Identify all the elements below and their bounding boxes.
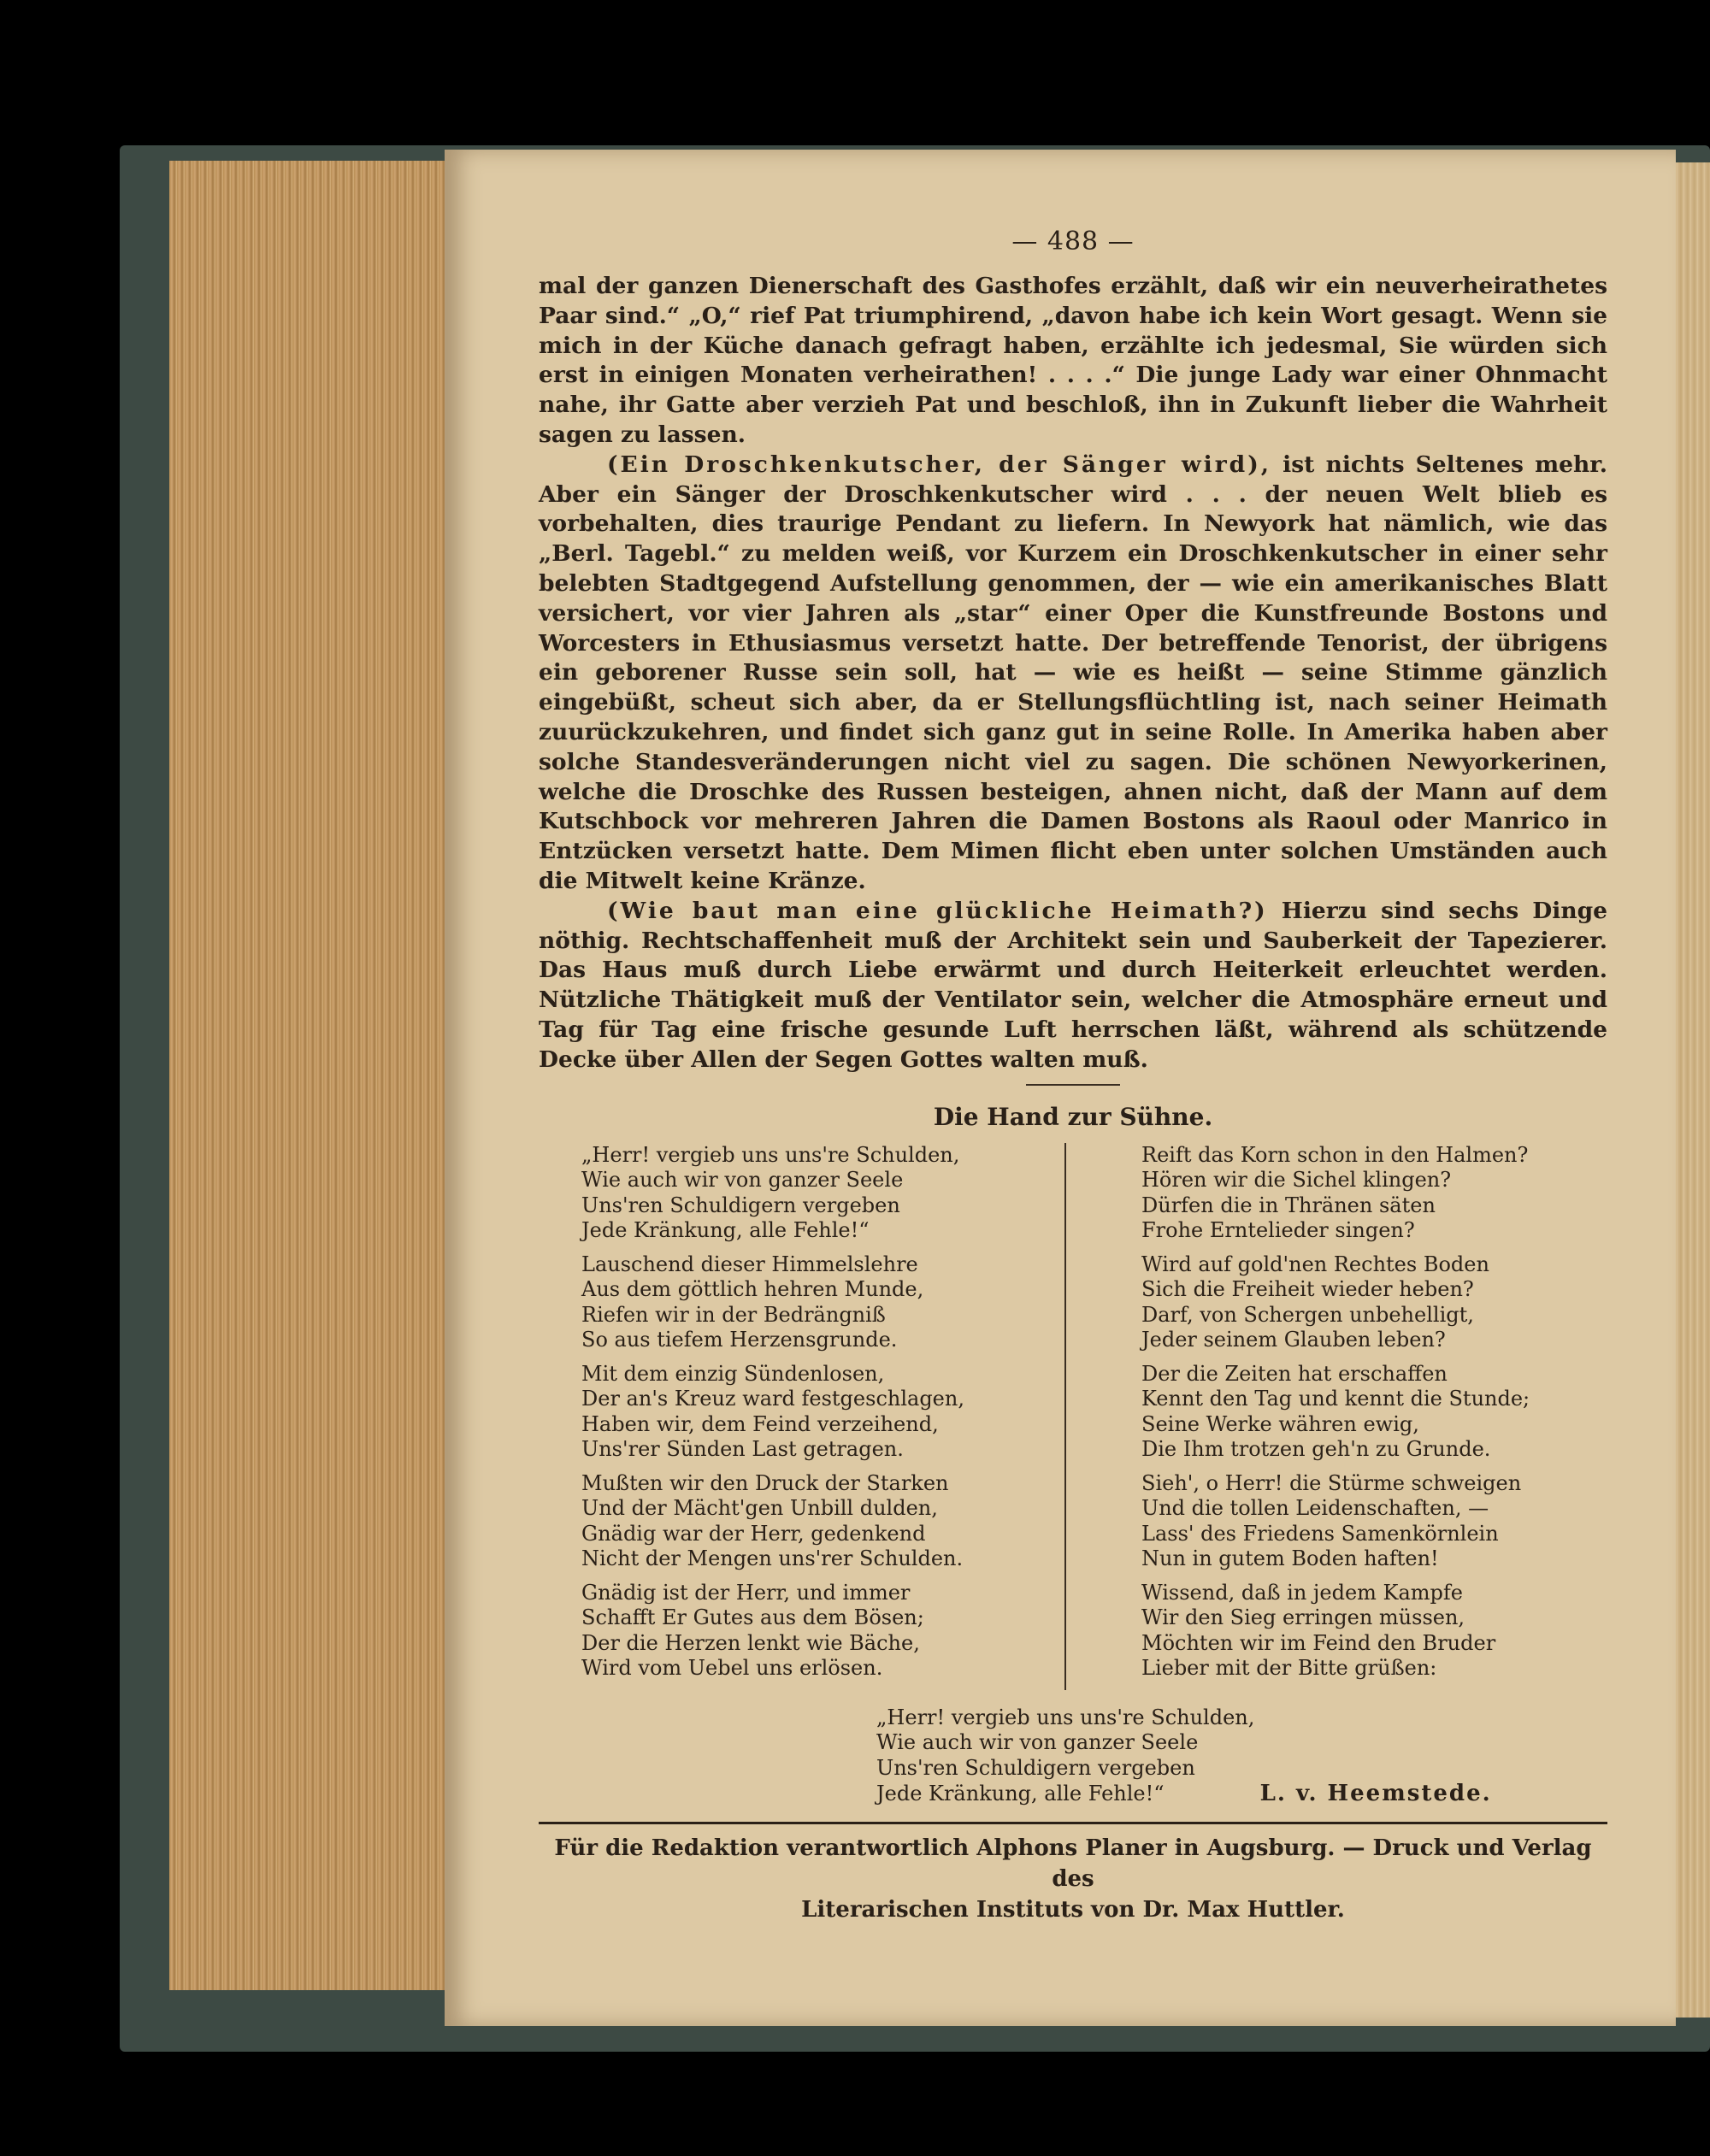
paragraph-3-body: Hierzu sind sechs Dinge nöthig. Rechtschaffenheit muß der Architekt sein und Sauberkeit der Tapezierer. Das Haus muß durch Liebe erwärmt und durch Heiterkeit erleuchtet werden. Nützliche Thätigkeit muß der Ventilator sein, welcher die Atmosphäre erneut und Tag für Tag eine frische gesunde Luft herrschen läßt, während als schützende Decke über Allen der Segen Gottes walten muß. — [539, 897, 1607, 1073]
poem-line: Frohe Erntelieder singen? — [1141, 1218, 1415, 1243]
poem-line: Lass' des Friedens Samenkörnlein — [1141, 1521, 1499, 1546]
poem-right-column — [1073, 1143, 1607, 1690]
paragraph-3 — [539, 897, 1607, 1075]
poem-line: Lauschend dieser Himmelslehre — [581, 1252, 918, 1276]
poem-line: Schafft Er Gutes aus dem Bösen; — [581, 1605, 924, 1630]
poem-line: Lieber mit der Bitte grüßen: — [1141, 1656, 1437, 1681]
closing-line: Jede Kränkung, alle Fehle!“ — [876, 1781, 1165, 1806]
poem-line: Hören wir die Sichel klingen? — [1141, 1168, 1452, 1193]
poem-line: Reift das Korn schon in den Halmen? — [1141, 1142, 1529, 1167]
poem-line: Der die Zeiten hat erschaffen — [1141, 1361, 1448, 1386]
poem-line: Uns'rer Sünden Last getragen. — [581, 1437, 904, 1462]
poem-stanza — [581, 1581, 1073, 1682]
poem-line: Und der Mächt'gen Unbill dulden, — [581, 1496, 938, 1521]
poem-stanza — [581, 1362, 1073, 1463]
closing-line: Wie auch wir von ganzer Seele — [876, 1730, 1199, 1755]
poem-line: Wir den Sieg erringen müssen, — [1141, 1605, 1465, 1630]
poem-line: Darf, von Schergen unbehelligt, — [1141, 1302, 1474, 1327]
page-number: — 488 — — [1011, 227, 1135, 256]
poem-line: Wird auf gold'nen Rechtes Boden — [1141, 1252, 1489, 1276]
poem-line: Jede Kränkung, alle Fehle!“ — [581, 1218, 870, 1243]
closing-last-row — [876, 1781, 1607, 1806]
imprint-line-2: Literarischen Instituts von Dr. Max Huttler. — [801, 1897, 1345, 1923]
poem-line: Und die tollen Leidenschaften, — — [1141, 1496, 1489, 1521]
poem-line: Gnädig ist der Herr, und immer — [581, 1580, 911, 1605]
poem-closing-stanza — [876, 1705, 1607, 1807]
poem-line: Wissend, daß in jedem Kampfe — [1141, 1580, 1463, 1605]
poem-line: Der die Herzen lenkt wie Bäche, — [581, 1630, 920, 1655]
poem-stanza — [1141, 1143, 1607, 1244]
poem-line: Kennt den Tag und kennt die Stunde; — [1141, 1387, 1530, 1411]
poem-left-column — [539, 1143, 1073, 1690]
paragraph-2-heading: (Ein Droschkenkutscher, der Sänger wird), — [607, 451, 1271, 478]
poem-stanza — [1141, 1471, 1607, 1572]
poem-line: Sieh', o Herr! die Stürme schweigen — [1141, 1470, 1522, 1495]
page-content — [539, 227, 1607, 1925]
closing-line: „Herr! vergieb uns uns're Schulden, — [876, 1705, 1255, 1729]
paragraph-2-body: ist nichts Seltenes mehr. Aber ein Sänger der Droschkenkutscher wird . . . der neuen Welt blieb es vorbehalten, dies traurige Pendant zu liefern. In Newyork hat nämlich, wie das „Berl. Tagebl.“ zu melden weiß, vor Kurzem ein Droschkenkutscher in einer sehr belebten Stadtgegend Aufstellung genommen, der — wie ein amerikanisches Blatt versichert, vor vier Jahren als „star“ einer Oper die Kunstfreunde Bostons und Worcesters in Ethusiasmus versetzt hatte. Der betreffende Tenorist, der übrigens ein geborener Russe sein soll, hat — wie es heißt — seine Stimme gänzlich eingebüßt, scheut sich aber, da er Stellungsflüchtling ist, nach seiner Heimath zuurückzukehren, und findet sich ganz gut in seine Rolle. In Amerika haben aber solche Standesveränderungen nicht viel zu sagen. Die schönen Newyorkerinen, welche die Droschke des Russen besteigen, ahnen nicht, daß der Mann auf dem Kutschbock vor mehreren Jahren die Damen Bostons als Raoul oder Manrico in Entzücken versetzt hatte. Dem Mimen flicht eben unter solchen Umständen auch die Mitwelt keine Kränze. — [539, 451, 1607, 894]
poem-line: Aus dem göttlich hehren Munde, — [581, 1277, 924, 1302]
poem-stanza — [581, 1471, 1073, 1572]
poem-line: Nicht der Mengen uns'rer Schulden. — [581, 1546, 964, 1571]
imprint — [539, 1833, 1607, 1925]
section-divider — [1026, 1084, 1120, 1086]
poem-line: „Herr! vergieb uns uns're Schulden, — [581, 1142, 960, 1167]
poem-stanza — [581, 1143, 1073, 1244]
poem-line: Riefen wir in der Bedrängniß — [581, 1302, 886, 1327]
poem-stanza — [581, 1252, 1073, 1353]
poem-line: Uns'ren Schuldigern vergeben — [581, 1193, 900, 1217]
poem-columns — [539, 1143, 1607, 1690]
poem-line: Jeder seinem Glauben leben? — [1141, 1328, 1446, 1352]
poem-stanza — [1141, 1252, 1607, 1353]
poem-line: Haben wir, dem Feind verzeihend, — [581, 1411, 939, 1436]
paragraph-1: mal der ganzen Dienerschaft des Gasthofes erzählt, daß wir ein neuverheirathetes Paar sind.“ „O,“ rief Pat triumphirend, „davon habe ich kein Wort gesagt. Wenn sie mich in der Küche danach gefragt haben, erzählte ich jedesmal, Sie würden sich erst in einigen Monaten verheirathen! . . . .“ Die junge Lady war einer Ohnmacht nahe, ihr Gatte aber verzieh Pat und beschloß, ihn in Zukunft lieber die Wahrheit sagen zu lassen. — [539, 273, 1607, 448]
column-divider — [1064, 1143, 1066, 1690]
prose-section — [539, 272, 1607, 1075]
closing-line: Uns'ren Schuldigern vergeben — [876, 1755, 1195, 1780]
poem-author: L. v. Heemstede. — [1259, 1781, 1492, 1807]
poem-stanza — [1141, 1581, 1607, 1682]
poem-title: Die Hand zur Sühne. — [933, 1102, 1213, 1131]
poem-line: Möchten wir im Feind den Bruder — [1141, 1630, 1496, 1655]
poem-line: So aus tiefem Herzensgrunde. — [581, 1328, 898, 1352]
poem-line: Wie auch wir von ganzer Seele — [581, 1168, 904, 1193]
poem-line: Der an's Kreuz ward festgeschlagen, — [581, 1387, 964, 1411]
page-edges-left — [169, 161, 464, 1990]
footer-rule — [539, 1822, 1607, 1824]
poem-line: Gnädig war der Herr, gedenkend — [581, 1521, 926, 1546]
poem-line: Dürfen die in Thränen säten — [1141, 1193, 1436, 1217]
poem-line: Die Ihm trotzen geh'n zu Grunde. — [1141, 1437, 1491, 1462]
imprint-line-1: Für die Redaktion verantwortlich Alphons Planer in Augsburg. — Druck und Verlag des — [554, 1835, 1592, 1893]
poem-stanza — [1141, 1362, 1607, 1463]
poem-line: Nun in gutem Boden haften! — [1141, 1546, 1439, 1571]
poem-line: Mußten wir den Druck der Starken — [581, 1470, 949, 1495]
poem-line: Wird vom Uebel uns erlösen. — [581, 1656, 883, 1681]
book-page — [445, 150, 1676, 2026]
poem-line: Seine Werke währen ewig, — [1141, 1411, 1419, 1436]
paragraph-2 — [539, 451, 1607, 897]
poem-line: Sich die Freiheit wieder heben? — [1141, 1277, 1474, 1302]
paragraph-3-heading: (Wie baut man eine glückliche Heimath?) — [607, 897, 1268, 924]
poem-line: Mit dem einzig Sündenlosen, — [581, 1361, 885, 1386]
